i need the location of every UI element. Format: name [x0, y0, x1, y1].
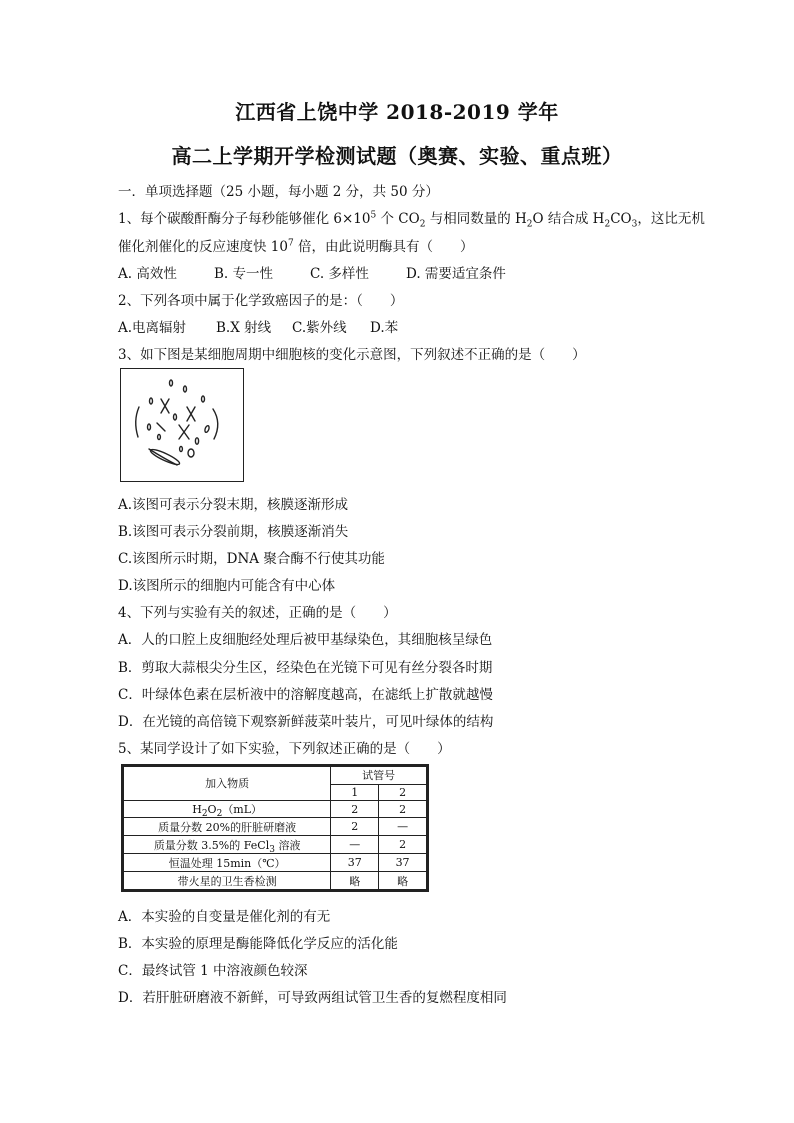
- q1-stem-line1: [118, 207, 705, 230]
- cell-text: （mL）: [222, 803, 263, 817]
- q1-sub: 2: [604, 219, 611, 230]
- exam-title-line1: 江西省上饶中学 2018-2019 学年: [235, 100, 559, 124]
- table-cell: 2: [331, 800, 379, 818]
- q1-sub: 3: [631, 219, 638, 230]
- nucleus-diagram-svg: [121, 369, 243, 481]
- q1-option-c[interactable]: C. 多样性: [310, 266, 369, 282]
- q1-sup: 5: [370, 210, 377, 221]
- q5-option-b[interactable]: B．本实验的原理是酶能降低化学反应的活化能: [118, 936, 398, 952]
- q1-options: [118, 262, 506, 282]
- table-cell: 2: [379, 800, 427, 818]
- q2-option-b[interactable]: B.X 射线: [216, 320, 272, 336]
- cell-text: 质量分数 3.5%的 FeCl: [153, 838, 270, 852]
- table-row-label: 恒温处理 15min（℃）: [124, 854, 331, 872]
- q1-option-b[interactable]: B. 专一性: [214, 266, 274, 282]
- q3-option-c[interactable]: C.该图所示时期，DNA 聚合酶不行使其功能: [118, 551, 385, 567]
- q3-option-d[interactable]: D.该图所示的细胞内可能含有中心体: [118, 578, 336, 594]
- q1-sup: 7: [287, 238, 294, 249]
- q1-text: 倍，由此说明酶具有（ ）: [293, 239, 474, 255]
- table-row-label: 质量分数 20%的肝脏研磨液: [124, 818, 331, 836]
- table-cell: —: [379, 818, 427, 836]
- q4-option-a[interactable]: A．人的口腔上皮细胞经处理后被甲基绿染色，其细胞核呈绿色: [118, 632, 493, 648]
- q5-option-a[interactable]: A．本实验的自变量是催化剂的有无: [118, 909, 331, 925]
- table-tube-1: 1: [331, 784, 379, 800]
- q3-option-b[interactable]: B.该图可表示分裂前期，核膜逐渐消失: [118, 524, 349, 540]
- q5-option-c[interactable]: C．最终试管 1 中溶液颜色较深: [118, 963, 308, 979]
- table-row: [124, 872, 427, 890]
- table-cell: 略: [379, 872, 427, 890]
- cell-sub: 2: [216, 809, 223, 820]
- table-row-label: [124, 800, 331, 818]
- q2-option-c[interactable]: C.紫外线: [292, 320, 347, 336]
- experiment-table-grid: [123, 766, 427, 890]
- q1-text: 与相同数量的 H: [425, 211, 527, 227]
- q2-options: [118, 316, 398, 336]
- q1-stem-line2: [118, 235, 474, 255]
- q2-option-d[interactable]: D.苯: [370, 320, 399, 336]
- q3-option-a[interactable]: A.该图可表示分裂末期，核膜逐渐形成: [118, 497, 349, 513]
- experiment-table: [121, 764, 429, 892]
- table-row: [124, 800, 427, 818]
- q4-option-c[interactable]: C．叶绿体色素在层析液中的溶解度越高，在滤纸上扩散就越慢: [118, 687, 493, 703]
- q1-sub: 2: [526, 219, 533, 230]
- q1-option-d[interactable]: D. 需要适宜条件: [406, 266, 506, 282]
- table-cell: 37: [379, 854, 427, 872]
- table-cell: 2: [331, 818, 379, 836]
- q1-text: 个 CO: [376, 211, 420, 227]
- table-row: [124, 854, 427, 872]
- table-tube-2: 2: [379, 784, 427, 800]
- table-row: [124, 836, 427, 854]
- table-cell: 2: [379, 836, 427, 854]
- table-header-row: [124, 767, 427, 785]
- nucleus-diagram: [120, 368, 244, 482]
- table-header-tube: 试管号: [331, 767, 427, 785]
- table-row: [124, 818, 427, 836]
- q2-stem: 2、下列各项中属于化学致癌因子的是：（ ）: [118, 293, 404, 309]
- q4-stem: 4、下列与实验有关的叙述，正确的是（ ）: [118, 605, 397, 621]
- cell-sub: 3: [269, 844, 275, 855]
- q5-option-d[interactable]: D．若肝脏研磨液不新鲜，可导致两组试管卫生香的复燃程度相同: [118, 990, 507, 1006]
- table-row-label: 带火星的卫生香检测: [124, 872, 331, 890]
- q1-text: 1、每个碳酸酐酶分子每秒能够催化 6×10: [118, 211, 371, 227]
- q1-text: ，这比无机: [637, 211, 705, 227]
- table-header-substance: 加入物质: [124, 767, 331, 801]
- table-cell: 37: [331, 854, 379, 872]
- cell-text: 溶液: [274, 838, 301, 852]
- table-cell: —: [331, 836, 379, 854]
- cell-text: O: [207, 803, 217, 817]
- q3-stem: 3、如下图是某细胞周期中细胞核的变化示意图，下列叙述不正确的是（ ）: [118, 347, 586, 363]
- q4-option-d[interactable]: D．在光镜的高倍镜下观察新鲜菠菜叶装片，可见叶绿体的结构: [118, 714, 494, 730]
- exam-title-line2: 高二上学期开学检测试题（奥赛、实验、重点班）: [171, 144, 623, 168]
- section-heading: 一．单项选择题（25 小题，每小题 2 分，共 50 分）: [118, 184, 439, 200]
- q1-text: O 结合成 H: [532, 211, 605, 227]
- q1-option-a[interactable]: A. 高效性: [118, 266, 177, 282]
- q1-text: CO: [610, 211, 632, 227]
- cell-text: H: [192, 803, 202, 817]
- cell-sub: 2: [201, 809, 208, 820]
- table-row-label: [124, 836, 331, 854]
- q2-option-a[interactable]: A.电离辐射: [118, 320, 187, 336]
- q1-text: 催化剂催化的反应速度快 10: [118, 239, 288, 255]
- q4-option-b[interactable]: B．剪取大蒜根尖分生区，经染色在光镜下可见有丝分裂各时期: [118, 660, 493, 676]
- q1-sub: 2: [419, 219, 426, 230]
- q5-stem: 5、某同学设计了如下实验，下列叙述正确的是（ ）: [118, 741, 451, 757]
- table-cell: 略: [331, 872, 379, 890]
